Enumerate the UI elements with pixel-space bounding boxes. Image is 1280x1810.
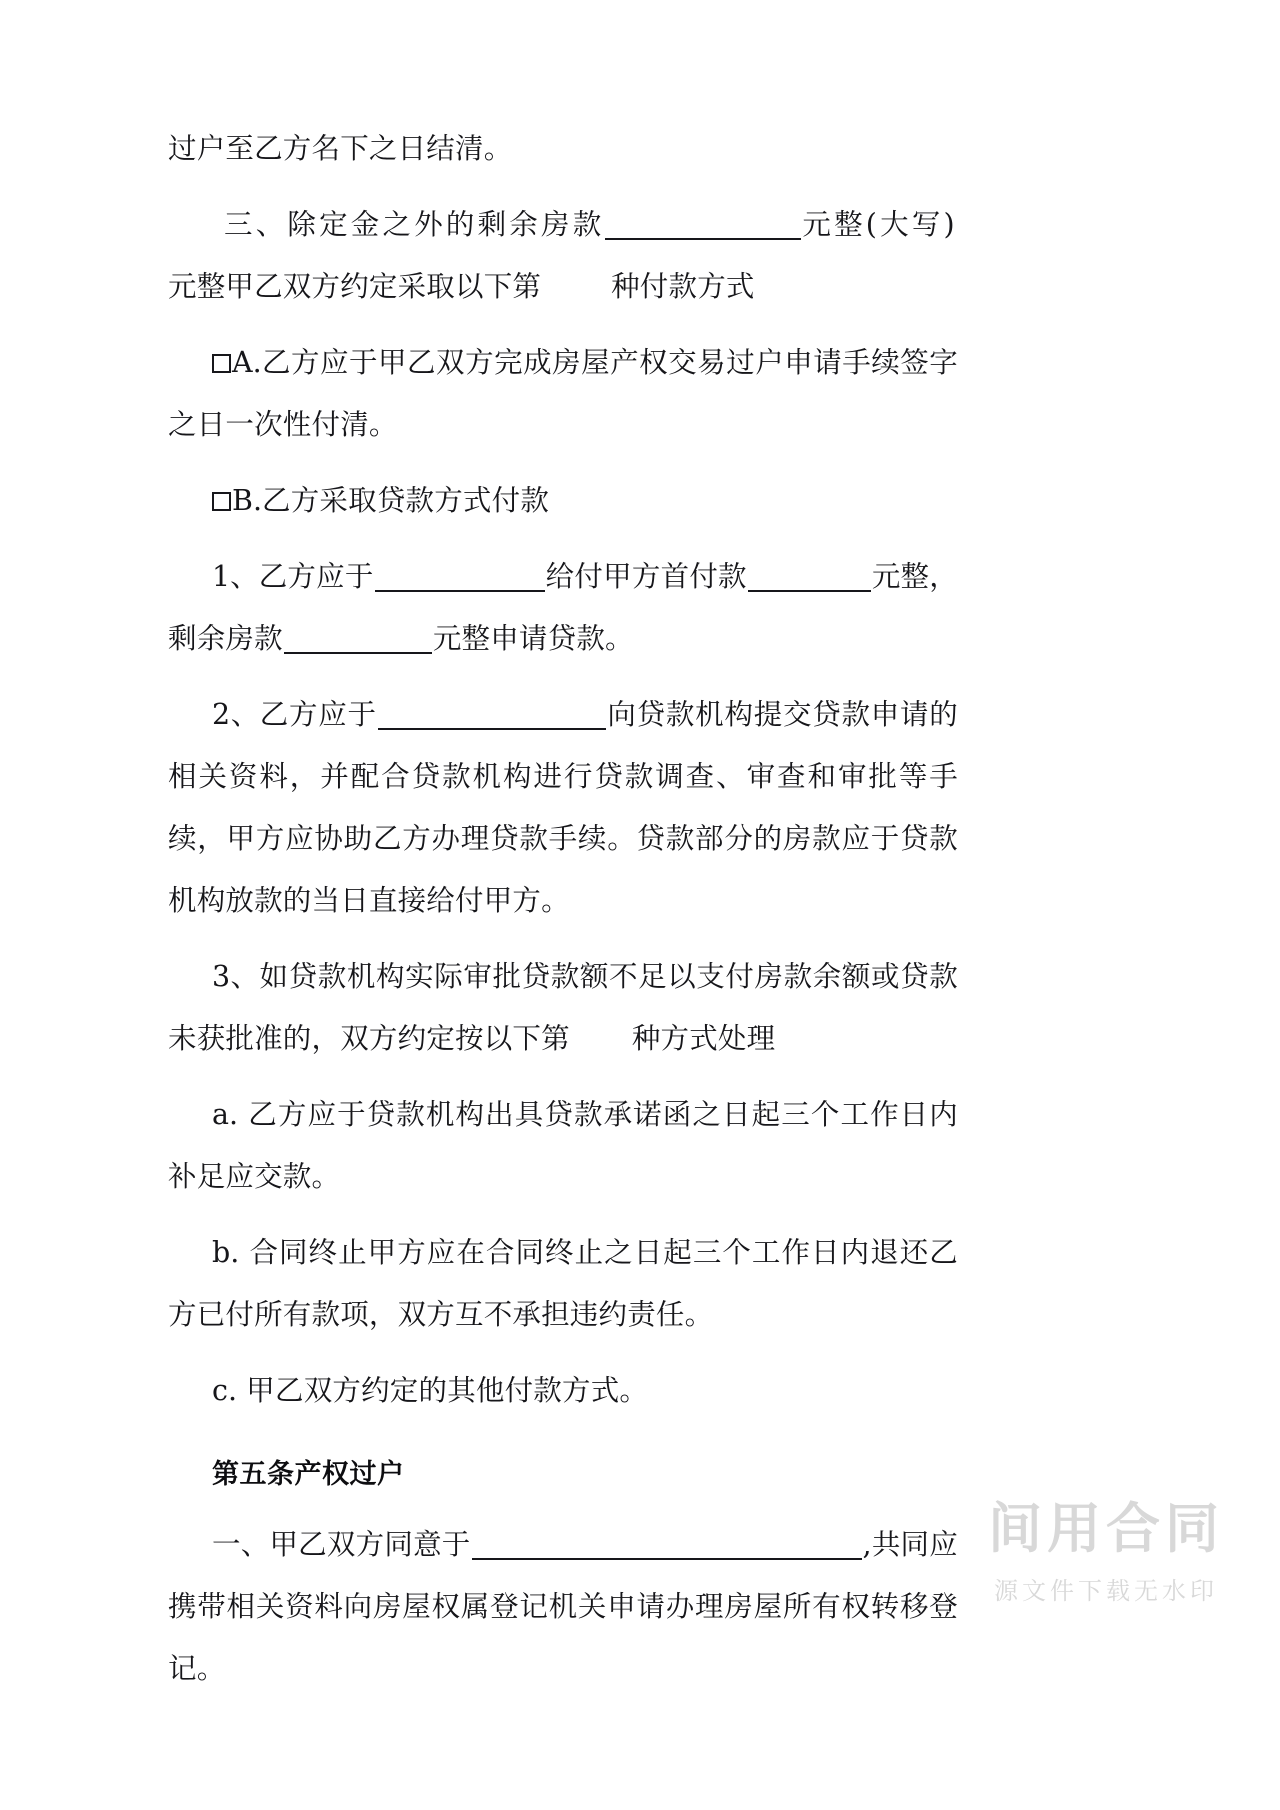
- paragraph-choice-b: [168, 1222, 958, 1346]
- article-five-item-one-prefix: 一、甲乙双方同意于: [212, 1528, 471, 1561]
- paragraph-option-b: [168, 470, 958, 532]
- sub-item-1-seg5: 元整申请贷款。: [432, 622, 634, 655]
- sub-item-1-seg2: 给付甲方首付款: [545, 560, 747, 593]
- spacer: [168, 932, 958, 946]
- spacer: [168, 1346, 958, 1360]
- option-a-label: A.: [232, 346, 262, 379]
- spacer: [168, 1506, 958, 1514]
- paragraph-sub-item-3: [168, 946, 958, 1070]
- spacer: [168, 532, 958, 546]
- spacer: [168, 670, 958, 684]
- paragraph-sub-item-1: [168, 546, 958, 670]
- blank-downpayment-amount[interactable]: [748, 560, 871, 592]
- blank-remaining-amount[interactable]: [605, 208, 801, 240]
- watermark: [988, 1498, 1224, 1614]
- choice-a-text: 乙方应于贷款机构出具贷款承诺函之日起三个工作日内补足应交款。: [168, 1098, 958, 1193]
- paragraph-choice-c: [168, 1360, 958, 1422]
- sub-item-3-number: 3、: [212, 960, 260, 993]
- item-three-continuation-suffix: 种付款方式: [611, 270, 755, 303]
- blank-loan-application-date[interactable]: [378, 698, 606, 730]
- checkbox-option-a[interactable]: [212, 354, 231, 373]
- paragraph-item-three: [168, 194, 958, 256]
- option-a-text: 乙方应于甲乙双方完成房屋产权交易过户申请手续签字之日一次性付清。: [168, 346, 958, 441]
- sub-item-1-number: 1、: [212, 560, 259, 593]
- spacer: [168, 1208, 958, 1222]
- blank-transfer-date[interactable]: [472, 1528, 862, 1560]
- sub-item-2-number: 2、: [212, 698, 260, 731]
- spacer: [168, 456, 958, 470]
- watermark-sub-text: 源文件下载无水印: [994, 1577, 1218, 1605]
- article-five-item-one-suffix: ,共同应携带相关资料向房屋权属登记机关申请办理房屋所有权转移登记。: [168, 1528, 958, 1685]
- choice-c-text: 甲乙双方约定的其他付款方式。: [246, 1374, 649, 1407]
- sub-item-2-seg2: 向贷款机构提交贷款申请的相关资料，并配合贷款机构进行贷款调查、审查和审批等手续，甲方应协助乙方办理贷款手续。贷款部分的房款应于贷款机构放款的当日直接给付甲方。: [168, 698, 958, 917]
- choice-c-label: c.: [212, 1374, 238, 1407]
- document-body: [168, 118, 958, 1700]
- choice-b-text: 合同终止甲方应在合同终止之日起三个工作日内退还乙方已付所有款项，双方互不承担违约责任。: [168, 1236, 958, 1331]
- sub-item-3-seg2: 种方式处理: [631, 1022, 776, 1055]
- spacer: [168, 1422, 958, 1444]
- checkbox-option-b[interactable]: [212, 492, 231, 511]
- spacer: [168, 180, 958, 194]
- paragraph-article-five-item-one: [168, 1514, 958, 1700]
- option-b-label: B.: [232, 484, 263, 517]
- blank-loan-amount[interactable]: [284, 622, 432, 654]
- spacer: [168, 318, 958, 332]
- option-b-text: 乙方采取贷款方式付款: [262, 484, 550, 517]
- sub-item-1-seg3: 元整，: [871, 560, 958, 593]
- sub-item-1-seg1: 乙方应于: [258, 560, 374, 593]
- item-three-after-blank: 元整(大写): [802, 208, 958, 241]
- item-three-prefix: 三、除定金之外的剩余房款: [224, 208, 605, 241]
- blank-downpayment-date[interactable]: [375, 560, 545, 592]
- item-three-continuation-prefix: 元整甲乙双方约定采取以下第: [168, 270, 542, 303]
- paragraph-carryover: [168, 118, 958, 180]
- choice-a-label: a.: [212, 1098, 239, 1131]
- paragraph-choice-a: [168, 1084, 958, 1208]
- section-heading-article-five: 第五条产权过户: [212, 1459, 405, 1490]
- carryover-text: 过户至乙方名下之日结清。: [168, 132, 513, 165]
- spacer: [168, 1070, 958, 1084]
- paragraph-item-three-cont: [168, 256, 958, 318]
- choice-b-label: b.: [212, 1236, 240, 1269]
- paragraph-option-a: [168, 332, 958, 456]
- watermark-main-text: 间用合同: [988, 1497, 1224, 1560]
- paragraph-sub-item-2: [168, 684, 958, 932]
- sub-item-3-seg1: 如贷款机构实际审批贷款额不足以支付房款余额或贷款未获批准的，双方约定按以下第: [168, 960, 958, 1055]
- sub-item-2-seg1: 乙方应于: [259, 698, 377, 731]
- sub-item-1-seg4: 剩余房款: [168, 622, 283, 655]
